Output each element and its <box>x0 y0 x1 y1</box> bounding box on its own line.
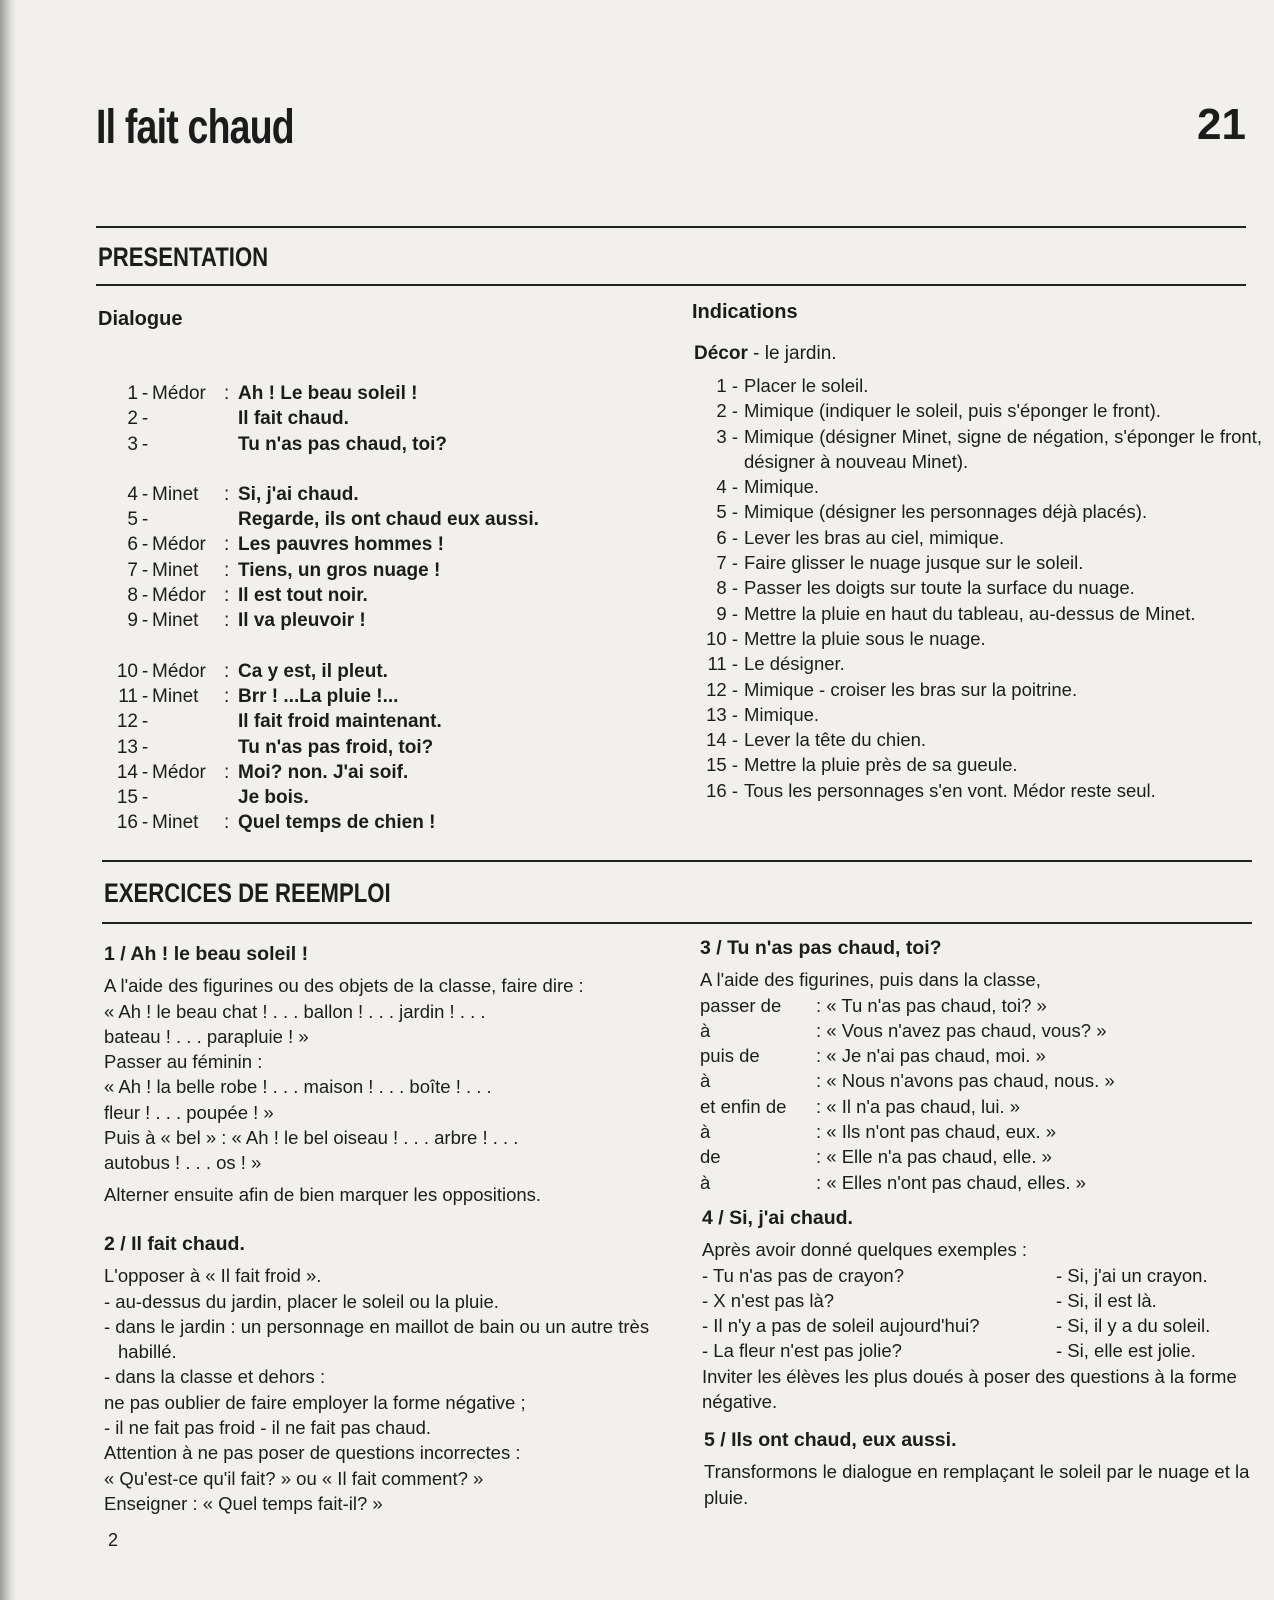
indication-item: 13 - Mimique. <box>706 703 820 725</box>
exercise-pair: à : « Ils n'ont pas chaud, eux. » <box>700 1121 1057 1143</box>
exercise-line: - il ne fait pas froid - il ne fait pas chaud. <box>104 1417 432 1439</box>
exercise-line: Transformons le dialogue en remplaçant le soleil par le nuage et la pluie. <box>704 1461 1250 1508</box>
page-number: 21 <box>1197 100 1246 149</box>
exercise-line: ne pas oublier de faire employer la forme négative ; <box>104 1391 526 1413</box>
exercise-3-title: 3 / Tu n'as pas chaud, toi? <box>700 937 942 959</box>
exercise-line: A l'aide des figurines, puis dans la classe, <box>700 969 1041 991</box>
exercise-pair: à : « Elles n'ont pas chaud, elles. » <box>700 1171 1086 1193</box>
footer-page-marker: 2 <box>108 1530 119 1550</box>
indication-item: 6 - Lever les bras au ciel, mimique. <box>716 526 1005 548</box>
indications-heading: Indications <box>692 301 798 323</box>
exercise-3 <box>700 936 1260 1195</box>
exercise-line: fleur ! . . . poupée ! » <box>104 1101 274 1123</box>
dialogue-line: 8 - Médor : Il est tout noir. <box>127 585 368 607</box>
exercise-pair: passer de : « Tu n'as pas chaud, toi? » <box>700 994 1047 1016</box>
exercise-2 <box>104 1232 660 1516</box>
exercise-4 <box>702 1206 1250 1414</box>
indication-item: 1 - Placer le soleil. <box>716 375 869 396</box>
dialogue-line: 1 - Médor : Ah ! Le beau soleil ! <box>127 383 418 404</box>
exercise-line: Après avoir donné quelques exemples : <box>702 1239 1027 1261</box>
decor-line <box>694 343 837 365</box>
dialogue-line: 3 - Tu n'as pas chaud, toi? <box>127 433 447 455</box>
exercise-line: bateau ! . . . parapluie ! » <box>104 1025 309 1047</box>
exercise-line: « Qu'est-ce qu'il fait? » ou « Il fait comment? » <box>104 1467 484 1489</box>
exercise-4-title: 4 / Si, j'ai chaud. <box>702 1207 853 1229</box>
page-binding-edge <box>0 0 16 1600</box>
divider <box>96 226 1246 228</box>
exercise-line: autobus ! . . . os ! » <box>104 1152 262 1174</box>
dialogue-line: 5 - Regarde, ils ont chaud eux aussi. <box>127 509 539 531</box>
divider <box>102 860 1252 862</box>
exercise-2-title: 2 / Il fait chaud. <box>104 1233 245 1255</box>
exercise-line: Enseigner : « Quel temps fait-il? » <box>104 1492 383 1514</box>
dialogue-line: 14 - Médor : Moi? non. J'ai soif. <box>116 761 409 783</box>
indication-item: 5 - Mimique (désigner les personnages déjà placés). <box>716 501 1148 523</box>
indication-item: 4 - Mimique. <box>716 476 820 498</box>
indication-item: 3 - Mimique (désigner Minet, signe de négation, s'éponger le front, désigner à nouveau Minet). <box>716 425 1262 472</box>
indication-item: 11 - Le désigner. <box>707 653 845 675</box>
dialogue-list <box>108 381 539 836</box>
decor-label: Décor <box>694 343 748 364</box>
dialogue-group <box>108 482 539 634</box>
indication-item: 2 - Mimique (indiquer le soleil, puis s'éponger le front). <box>716 400 1161 422</box>
dialogue-line: 2 - Il fait chaud. <box>127 408 349 430</box>
indication-item: 8 - Passer les doigts sur toute la surface du nuage. <box>716 577 1135 599</box>
dialogue-line: 13 - Tu n'as pas froid, toi? <box>116 736 434 758</box>
exercise-qa-row: - La fleur n'est pas jolie? - Si, elle est jolie. <box>702 1340 1196 1362</box>
exercise-pair: à : « Nous n'avons pas chaud, nous. » <box>700 1070 1115 1092</box>
dialogue-line: 4 - Minet : Si, j'ai chaud. <box>127 483 359 505</box>
exercise-line: Inviter les élèves les plus doués à poser des questions à la forme négative. <box>702 1365 1237 1413</box>
exercise-line: A l'aide des figurines ou des objets de la classe, faire dire : <box>104 975 584 997</box>
exercise-1-title: 1 / Ah ! le beau soleil ! <box>104 943 309 965</box>
exercise-line: L'opposer à « Il fait froid ». <box>104 1265 322 1287</box>
exercise-line: « Ah ! la belle robe ! . . . maison ! . . . boîte ! . . . <box>104 1076 492 1098</box>
decor-text: - le jardin. <box>747 343 837 364</box>
exercise-pair: à : « Vous n'avez pas chaud, vous? » <box>700 1019 1107 1041</box>
exercise-line: - dans la classe et dehors : <box>104 1366 326 1388</box>
exercise-line: « Ah ! le beau chat ! . . . ballon ! . . . jardin ! . . . <box>104 1000 486 1022</box>
exercise-qa-row: - X n'est pas là? - Si, il est là. <box>702 1289 1157 1311</box>
divider <box>96 284 1246 286</box>
dialogue-line: 16 - Minet : Quel temps de chien ! <box>116 812 436 834</box>
exercise-qa-row: - Il n'y a pas de soleil aujourd'hui? - Si, il y a du soleil. <box>702 1315 1211 1337</box>
dialogue-line: 12 - Il fait froid maintenant. <box>116 711 442 733</box>
exercise-pair: et enfin de : « Il n'a pas chaud, lui. » <box>700 1095 1021 1117</box>
exercise-line: - au-dessus du jardin, placer le soleil ou la pluie. <box>104 1290 499 1312</box>
exercise-pair: de : « Elle n'a pas chaud, elle. » <box>700 1146 1052 1168</box>
indications-list <box>696 373 1262 803</box>
indication-item: 16 - Tous les personnages s'en vont. Médor reste seul. <box>706 779 1156 801</box>
dialogue-heading: Dialogue <box>98 308 183 330</box>
dialogue-line: 15 - Je bois. <box>116 787 309 809</box>
exercise-pair: puis de : « Je n'ai pas chaud, moi. » <box>700 1045 1046 1067</box>
indication-item: 14 - Lever la tête du chien. <box>706 729 927 751</box>
indication-item: 10 - Mettre la pluie sous le nuage. <box>706 627 986 649</box>
section-heading-presentation: PRESENTATION <box>98 242 269 272</box>
indication-item: 12 - Mimique - croiser les bras sur la poitrine. <box>706 678 1078 700</box>
exercise-line: Puis à « bel » : « Ah ! le bel oiseau ! . . . arbre ! . . . <box>104 1127 519 1149</box>
exercise-line: Alterner ensuite afin de bien marquer les oppositions. <box>104 1183 542 1205</box>
section-heading-exercises: EXERCICES DE REEMPLOI <box>104 878 391 908</box>
dialogue-line: 6 - Médor : Les pauvres hommes ! <box>127 534 444 556</box>
indication-item: 9 - Mettre la pluie en haut du tableau, au-dessus de Minet. <box>716 602 1196 624</box>
indication-item: 15 - Mettre la pluie près de sa gueule. <box>706 754 1018 776</box>
exercise-line: Passer au féminin : <box>104 1051 263 1073</box>
exercise-line: - dans le jardin : un personnage en maillot de bain ou un autre très habillé. <box>104 1315 650 1363</box>
dialogue-line: 10 - Médor : Ca y est, il pleut. <box>116 660 388 682</box>
exercise-5 <box>704 1428 1252 1510</box>
dialogue-group <box>108 659 539 836</box>
exercise-qa-row: - Tu n'as pas de crayon? - Si, j'ai un crayon. <box>702 1264 1208 1286</box>
dialogue-line: 7 - Minet : Tiens, un gros nuage ! <box>127 559 441 581</box>
dialogue-line: 9 - Minet : Il va pleuvoir ! <box>127 610 366 632</box>
exercise-5-title: 5 / Ils ont chaud, eux aussi. <box>704 1429 957 1451</box>
dialogue-line: 11 - Minet : Brr ! ...La pluie !... <box>118 685 399 707</box>
indication-item: 7 - Faire glisser le nuage jusque sur le soleil. <box>716 552 1084 574</box>
exercise-1 <box>104 942 660 1207</box>
page-title: Il fait chaud <box>96 101 294 154</box>
exercise-line: Attention à ne pas poser de questions incorrectes : <box>104 1442 521 1464</box>
divider <box>102 922 1252 924</box>
dialogue-group <box>108 381 539 457</box>
